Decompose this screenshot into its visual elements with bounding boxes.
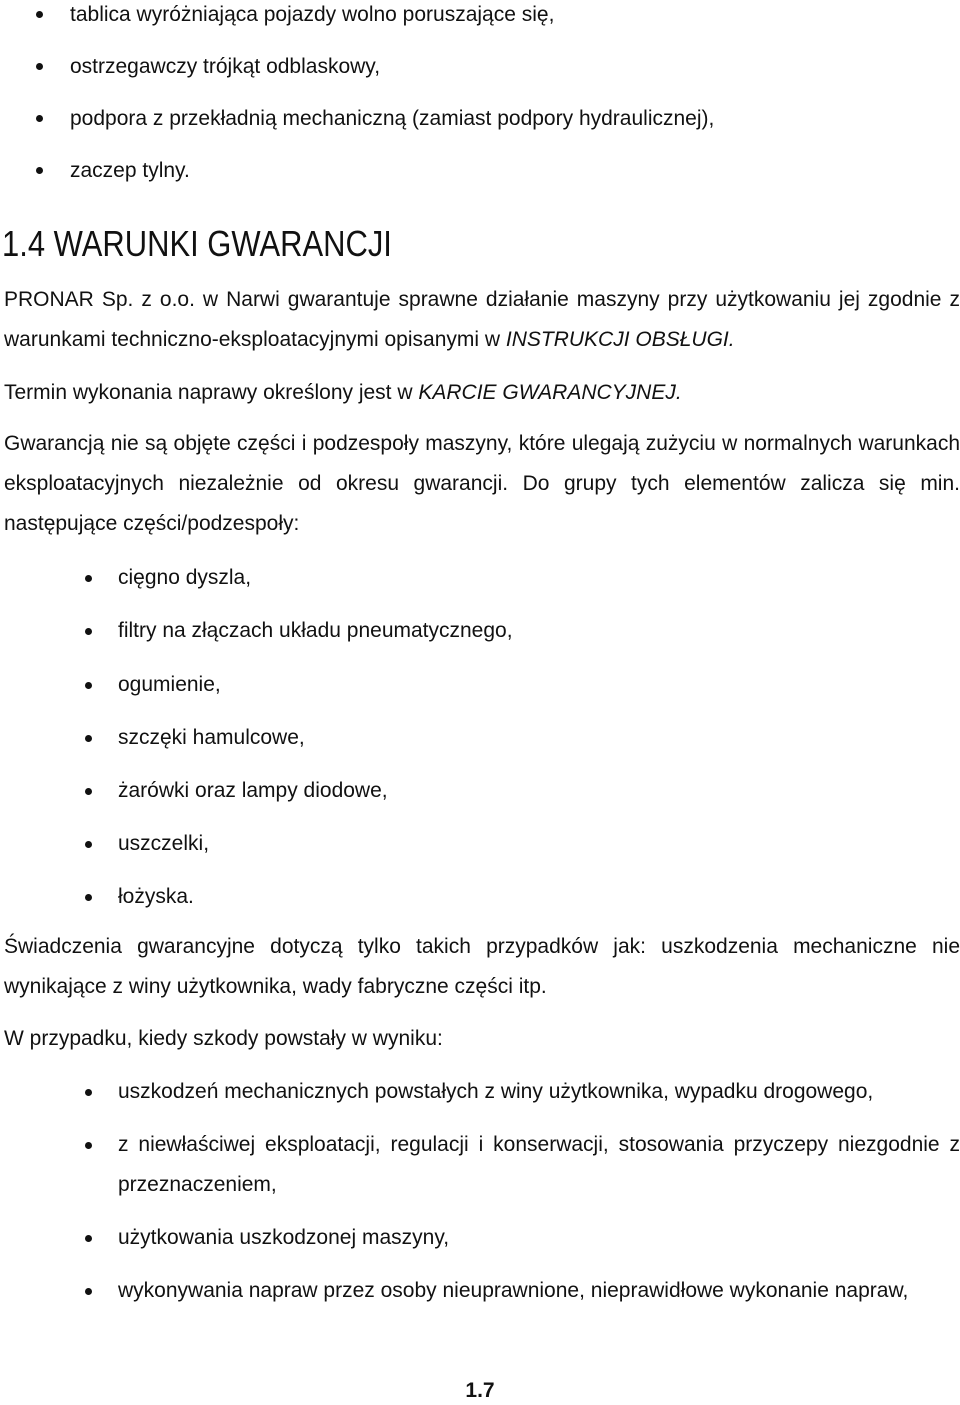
repair-term-paragraph: [4, 373, 960, 413]
exclusions-paragraph: Gwarancją nie są objęte części i podzespoły maszyny, które ulegają zużyciu w normalnych warunkach eksploatacyjnych niezależnie od okresu gwarancji. Do grupy tych elementów zalicza się min. następujące części/podzespoły:: [4, 432, 960, 535]
bullet-icon: [85, 788, 92, 795]
list-item: cięgno dyszla,: [118, 566, 252, 589]
list-item: ostrzegawczy trójkąt odblaskowy,: [70, 55, 381, 78]
list-item: wykonywania napraw przez osoby nieuprawnione, nieprawidłowe wykonanie napraw,: [118, 1279, 909, 1302]
bullet-icon: [36, 167, 43, 174]
bullet-icon: [85, 1235, 92, 1242]
paragraph-end: .: [728, 328, 735, 351]
list-item: ogumienie,: [118, 673, 221, 696]
bullet-icon: [85, 628, 92, 635]
paragraph-end: .: [675, 381, 682, 404]
list-item: filtry na złączach układu pneumatycznego,: [118, 619, 513, 642]
paragraph-text: PRONAR Sp. z o.o. w Narwi gwarantuje sprawne działanie maszyny przy użytkowaniu jej zgodnie z warunkami techniczno-eksploatacyjnymi opisanymi w: [4, 288, 960, 351]
bullet-icon: [36, 11, 43, 18]
warranty-scope-paragraph: Świadczenia gwarancyjne dotyczą tylko takich przypadków jak: uszkodzenia mechaniczne nie wynikające z winy użytkownika, wady fabryczne części itp.: [4, 935, 960, 998]
list-item: z niewłaściwej eksploatacji, regulacji i konserwacji, stosowania przyczepy niezgodnie z przeznaczeniem,: [118, 1133, 960, 1196]
bullet-icon: [85, 682, 92, 689]
damage-intro-paragraph: W przypadku, kiedy szkody powstały w wyniku:: [4, 1027, 443, 1050]
warranty-card-reference: KARCIE GWARANCYJNEJ: [418, 381, 676, 404]
bullet-icon: [85, 1142, 92, 1149]
bullet-icon: [36, 63, 43, 70]
bullet-icon: [85, 894, 92, 901]
list-item: łożyska.: [118, 885, 194, 908]
bullet-icon: [85, 1089, 92, 1096]
list-item: uszkodzeń mechanicznych powstałych z winy użytkownika, wypadku drogowego,: [118, 1080, 874, 1103]
list-item: zaczep tylny.: [70, 159, 190, 182]
bullet-icon: [85, 575, 92, 582]
bullet-icon: [85, 1288, 92, 1295]
list-item: podpora z przekładnią mechaniczną (zamiast podpory hydraulicznej),: [70, 107, 715, 130]
list-item: uszczelki,: [118, 832, 210, 855]
list-item: szczęki hamulcowe,: [118, 726, 305, 749]
bullet-icon: [85, 841, 92, 848]
bullet-icon: [36, 115, 43, 122]
page-number: 1.7: [465, 1379, 495, 1402]
list-item: użytkowania uszkodzonej maszyny,: [118, 1226, 450, 1249]
manual-reference: INSTRUKCJI OBSŁUGI: [505, 328, 729, 351]
warranty-paragraph: [4, 280, 960, 360]
section-heading: 1.4 WARUNKI GWARANCJI: [2, 223, 392, 264]
paragraph-text: Termin wykonania naprawy określony jest w: [4, 381, 419, 404]
bullet-icon: [85, 735, 92, 742]
list-item: tablica wyróżniająca pojazdy wolno poruszające się,: [70, 3, 555, 26]
list-item: żarówki oraz lampy diodowe,: [118, 779, 388, 802]
